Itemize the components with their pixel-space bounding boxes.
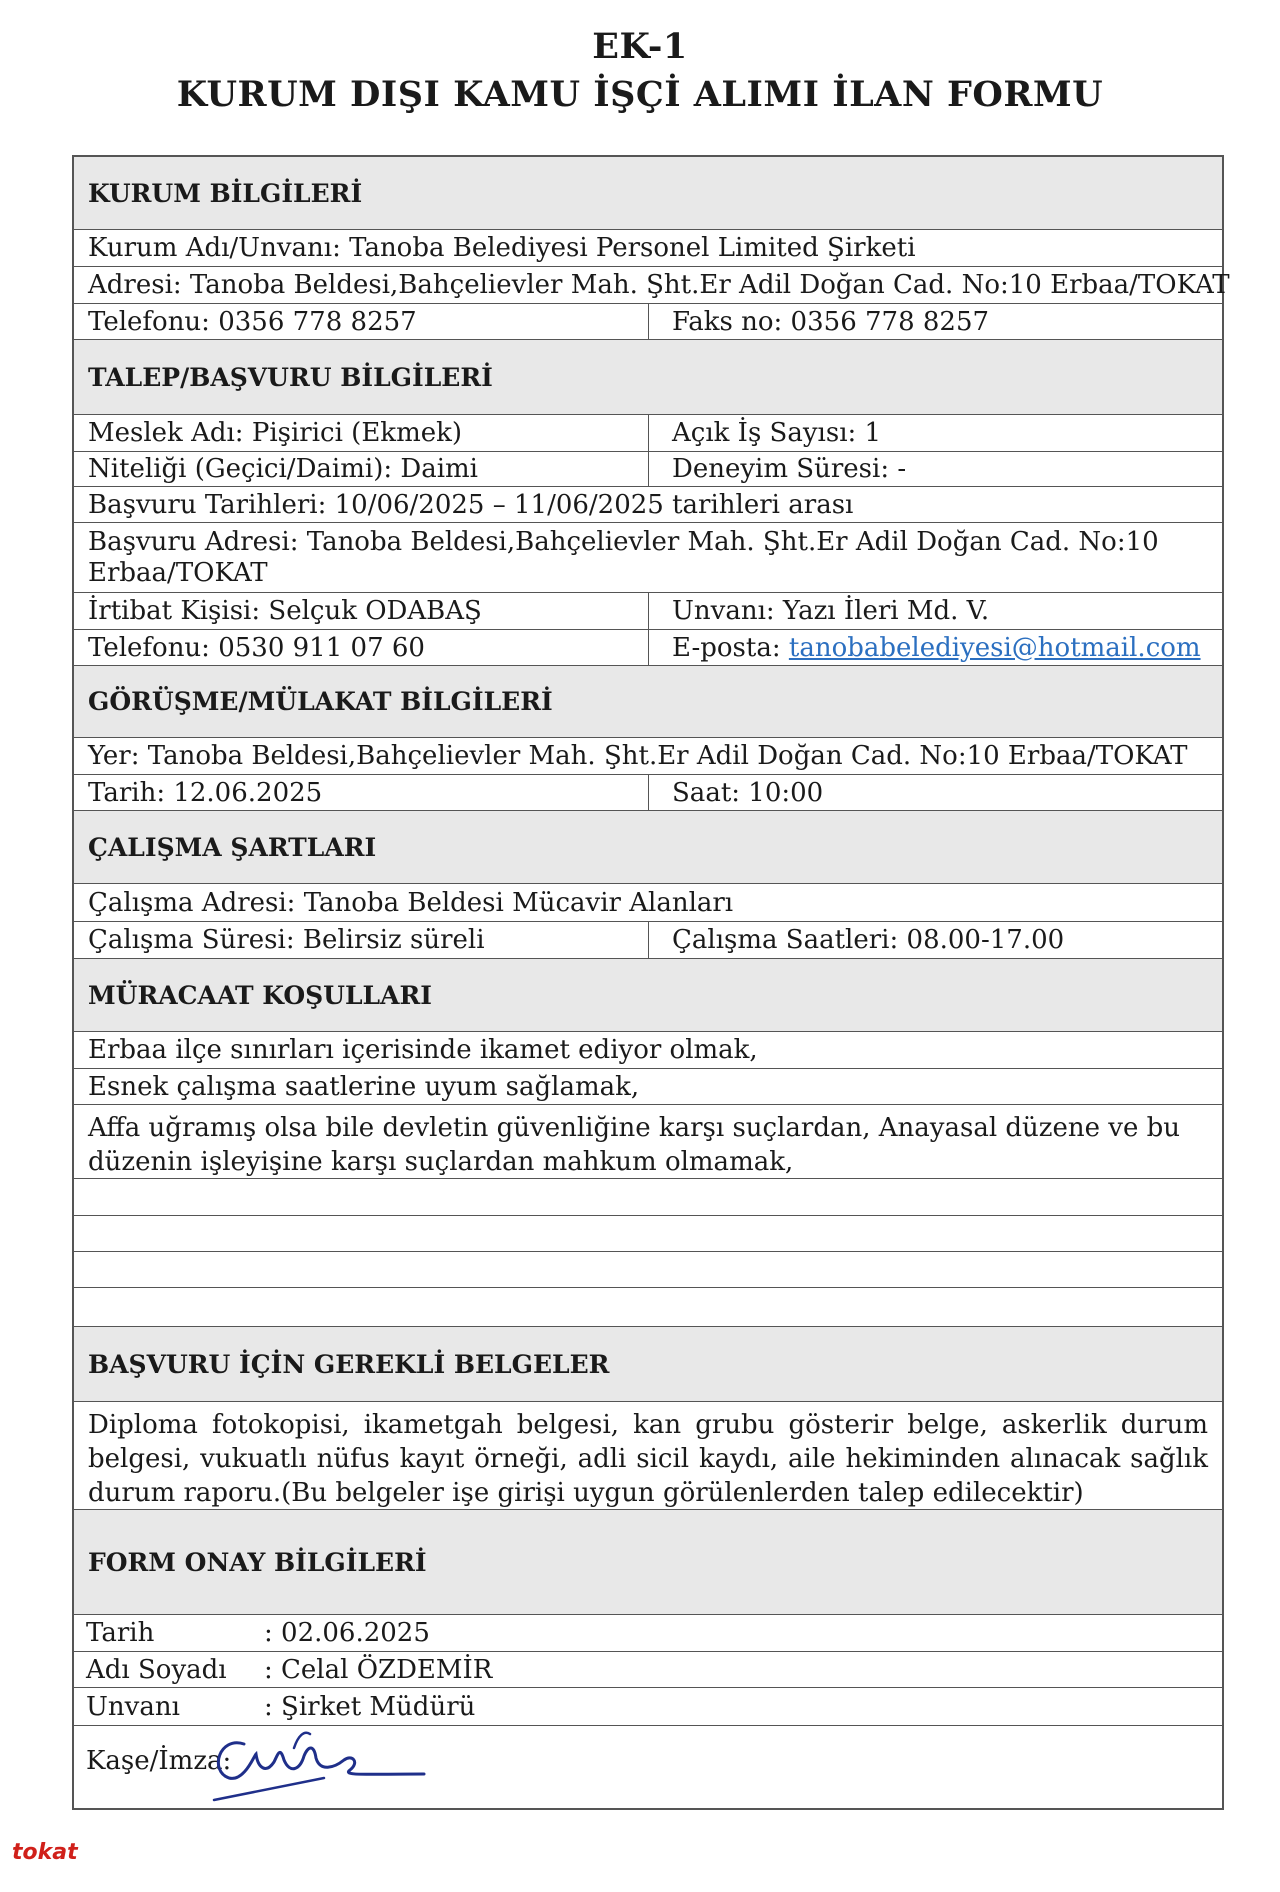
column-divider: [648, 922, 649, 958]
talep-irtibat: İrtibat Kişisi: Selçuk ODABAŞ: [88, 596, 482, 626]
onay-unvan-value: : Şirket Müdürü: [264, 1691, 476, 1722]
kurum-contact-row: [74, 304, 1222, 340]
onay-unvan-label: Unvanı: [86, 1691, 180, 1722]
column-divider: [648, 452, 649, 486]
onay-adi-value: : Celal ÖZDEMİR: [264, 1654, 493, 1685]
signature-image: [174, 1716, 434, 1806]
tokat-watermark-logo: tokat: [12, 1840, 78, 1865]
kurum-name: Kurum Adı/Unvanı: Tanoba Belediyesi Personel Limited Şirketi: [74, 230, 1222, 267]
talep-adres-line1: Başvuru Adresi: Tanoba Beldesi,Bahçelievler Mah. Şht.Er Adil Doğan Cad. No:10: [88, 527, 1159, 557]
muracaat-item-3: Affa uğramış olsa bile devletin güvenliğine karşı suçlardan, Anayasal düzene ve bu düzenin işleyişine karşı suçlardan mahkum olmamak,: [74, 1105, 1222, 1179]
calisma-adres: Çalışma Adresi: Tanoba Beldesi Mücavir Alanları: [74, 884, 1222, 922]
column-divider: [648, 593, 649, 629]
onay-adi-label: Adı Soyadı: [86, 1654, 227, 1685]
kurum-phone: Telefonu: 0356 778 8257: [88, 306, 417, 337]
onay-adi-row: [74, 1652, 1222, 1688]
gorusme-tarih-row: [74, 775, 1222, 811]
blank-row: [74, 1252, 1222, 1288]
column-divider: [648, 415, 649, 451]
muracaat-item-2: Esnek çalışma saatlerine uyum sağlamak,: [74, 1069, 1222, 1105]
calisma-sure: Çalışma Süresi: Belirsiz süreli: [88, 925, 485, 955]
blank-row: [74, 1179, 1222, 1216]
email-label: E-posta:: [672, 632, 789, 663]
calisma-sure-row: [74, 922, 1222, 959]
kase-imza-label: Kaşe/İmza:: [86, 1746, 232, 1776]
talep-irtibat-row: [74, 593, 1222, 630]
gorusme-saat: Saat: 10:00: [672, 777, 824, 808]
muracaat-item-1: Erbaa ilçe sınırları içerisinde ikamet ediyor olmak,: [74, 1032, 1222, 1069]
talep-telefon: Telefonu: 0530 911 07 60: [88, 632, 425, 663]
kurum-address: Adresi: Tanoba Beldesi,Bahçelievler Mah. Şht.Er Adil Doğan Cad. No:10 Erbaa/TOKAT: [74, 267, 1222, 304]
talep-adres-line2: Erbaa/TOKAT: [88, 558, 268, 588]
talep-nitelik-row: [74, 452, 1222, 487]
onay-tarih-row: [74, 1615, 1222, 1652]
section-calisma-title: ÇALIŞMA ŞARTLARI: [74, 811, 1222, 884]
section-gorusme-title: GÖRÜŞME/MÜLAKAT BİLGİLERİ: [74, 666, 1222, 738]
talep-niteligi: Niteliği (Geçici/Daimi): Daimi: [88, 454, 478, 484]
belgeler-text: Diploma fotokopisi, ikametgah belgesi, kan grubu gösterir belge, askerlik durum belgesi, vukuatlı nüfus kayıt örneği, adli sicil kaydı, aile hekiminden alınacak sağlık durum raporu.(Bu belgeler işe girişi uygun görülenlerden talep edilecektir): [74, 1402, 1222, 1510]
announcement-form: [72, 155, 1230, 1810]
email-link[interactable]: tanobabelediyesi@hotmail.com: [788, 632, 1201, 663]
column-divider: [648, 775, 649, 810]
section-talep-title: TALEP/BAŞVURU BİLGİLERİ: [74, 340, 1222, 415]
blank-row: [74, 1216, 1222, 1252]
talep-deneyim: Deneyim Süresi: -: [672, 454, 907, 484]
document-title: KURUM DIŞI KAMU İŞÇİ ALIMI İLAN FORMU: [176, 74, 1104, 115]
section-kurum-title: KURUM BİLGİLERİ: [74, 157, 1222, 230]
blank-row: [74, 1288, 1222, 1327]
column-divider: [648, 304, 649, 339]
onay-tarih-value: : 02.06.2025: [264, 1618, 430, 1648]
section-onay-title: FORM ONAY BİLGİLERİ: [74, 1510, 1222, 1615]
signature-area: [74, 1726, 1222, 1810]
talep-meslek-row: [74, 415, 1222, 452]
talep-acik-is: Açık İş Sayısı: 1: [672, 418, 882, 448]
gorusme-tarih: Tarih: 12.06.2025: [88, 777, 323, 808]
talep-tarihler: Başvuru Tarihleri: 10/06/2025 – 11/06/2025 tarihleri arası: [74, 487, 1222, 523]
talep-telefon-row: [74, 630, 1222, 666]
onay-tarih-label: Tarih: [86, 1618, 155, 1648]
talep-adres: [74, 523, 1222, 593]
kurum-fax: Faks no: 0356 778 8257: [672, 306, 990, 337]
talep-unvan: Unvanı: Yazı İleri Md. V.: [672, 596, 990, 626]
talep-meslek: Meslek Adı: Pişirici (Ekmek): [88, 418, 463, 448]
column-divider: [648, 630, 649, 665]
talep-eposta-cell: [660, 630, 1201, 665]
calisma-saatler: Çalışma Saatleri: 08.00-17.00: [672, 925, 1065, 955]
section-belgeler-title: BAŞVURU İÇİN GEREKLİ BELGELER: [74, 1327, 1222, 1402]
gorusme-yer: Yer: Tanoba Beldesi,Bahçelievler Mah. Şht.Er Adil Doğan Cad. No:10 Erbaa/TOKAT: [74, 738, 1222, 775]
document-code: EK-1: [592, 26, 688, 67]
section-muracaat-title: MÜRACAAT KOŞULLARI: [74, 959, 1222, 1032]
